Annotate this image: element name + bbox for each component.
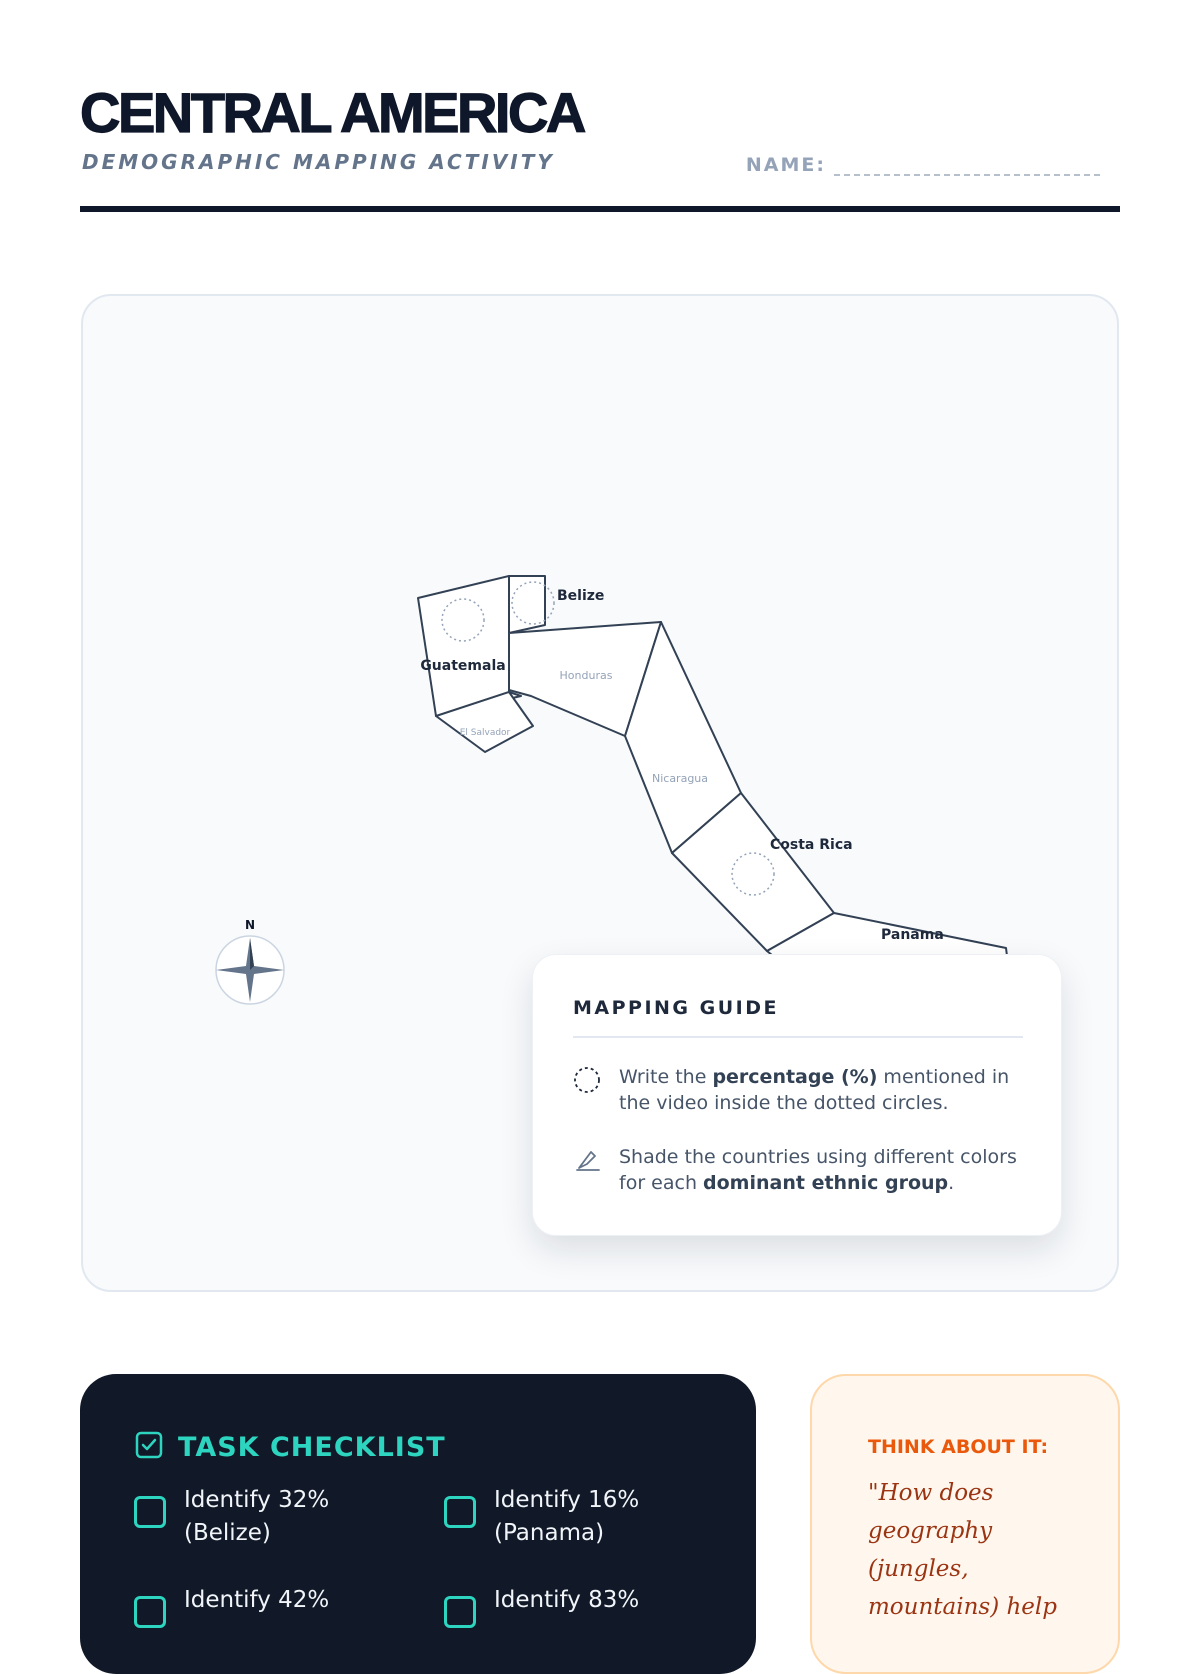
checklist-item-label: Identify 83% xyxy=(494,1587,640,1613)
checklist-item[interactable] xyxy=(134,1484,434,1550)
country-belize[interactable] xyxy=(509,576,545,633)
name-input-line[interactable] xyxy=(834,158,1100,176)
compass-north-label: N xyxy=(244,918,256,932)
label-el-salvador: El Salvador xyxy=(459,728,511,738)
mapping-guide-card xyxy=(532,954,1062,1236)
mapping-guide-divider xyxy=(573,1036,1023,1038)
guide-item-percentage: Write the percentage (%) mentioned in the video inside the dotted circles. xyxy=(573,1064,1033,1116)
name-label: NAME: xyxy=(745,154,826,176)
page-title: CENTRAL AMERICA xyxy=(80,81,584,144)
page-subtitle: DEMOGRAPHIC MAPPING ACTIVITY xyxy=(82,150,555,174)
think-about-it-title: THINK ABOUT IT: xyxy=(868,1436,1049,1458)
checklist-item-label: Identify 32% (Belize) xyxy=(184,1487,330,1546)
guide-item-shading: Shade the countries using different colors for each dominant ethnic group. xyxy=(573,1144,1033,1196)
highlighter-icon xyxy=(573,1144,619,1196)
guide-bold-ethnic-group: dominant ethnic group xyxy=(703,1172,949,1194)
guide-bold-percentage: percentage (%) xyxy=(712,1066,878,1088)
checklist-checkbox[interactable] xyxy=(134,1496,166,1528)
checklist-checkbox[interactable] xyxy=(134,1596,166,1628)
compass-rose-icon xyxy=(216,918,284,1004)
checklist-item[interactable] xyxy=(134,1584,434,1628)
task-checklist-card xyxy=(80,1374,756,1674)
label-nicaragua: Nicaragua xyxy=(651,772,709,785)
checklist-checkbox[interactable] xyxy=(444,1496,476,1528)
checklist-item[interactable] xyxy=(444,1584,744,1628)
mapping-guide-title: MAPPING GUIDE xyxy=(573,997,779,1019)
task-checklist-header xyxy=(134,1430,446,1464)
dotted-circle-icon xyxy=(573,1064,619,1116)
think-about-it-card xyxy=(810,1374,1120,1674)
label-honduras: Honduras xyxy=(559,669,613,682)
label-panama: Panama xyxy=(881,927,944,943)
task-checklist-title: TASK CHECKLIST xyxy=(178,1431,446,1463)
header-divider xyxy=(80,206,1120,212)
name-field[interactable] xyxy=(746,154,1100,176)
checklist-item-label: Identify 42% xyxy=(184,1587,330,1613)
checklist-item[interactable] xyxy=(444,1484,744,1550)
label-costa-rica: Costa Rica xyxy=(770,837,853,853)
checkbox-checked-icon xyxy=(134,1430,164,1464)
label-belize: Belize xyxy=(557,588,605,604)
label-guatemala: Guatemala xyxy=(420,658,506,674)
checklist-item-label: Identify 16% (Panama) xyxy=(494,1487,640,1546)
think-about-it-quote: "How does geography (jungles, mountains) help xyxy=(868,1480,1057,1620)
checklist-checkbox[interactable] xyxy=(444,1596,476,1628)
